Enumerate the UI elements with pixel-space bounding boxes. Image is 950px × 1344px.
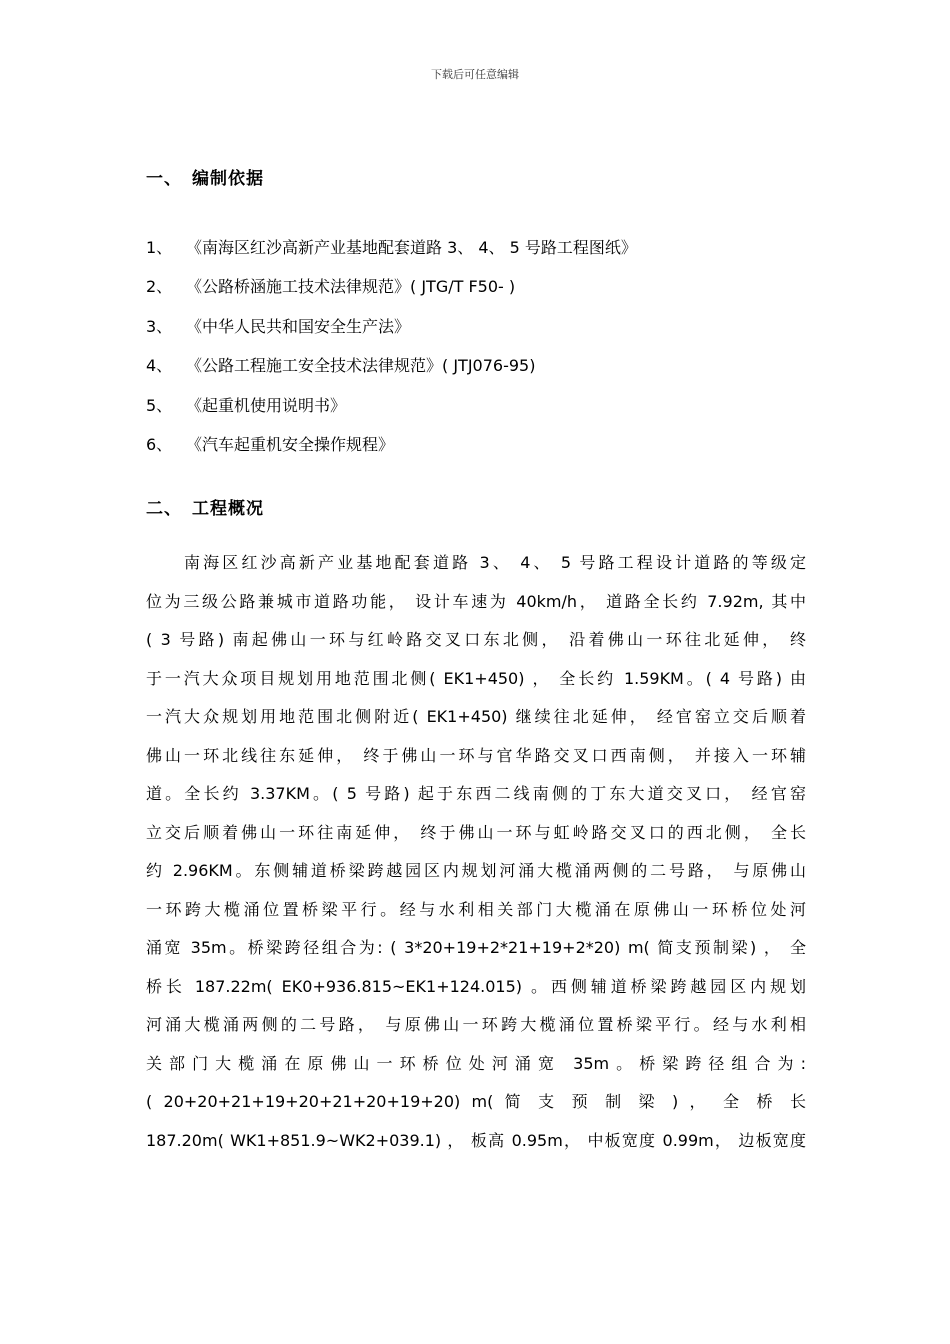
section-heading-overview [146,494,264,519]
paragraph-line: ( 3 号路) 南起佛山一环与红岭路交叉口东北侧， 沿着佛山一环往北延伸， 终 [146,630,806,649]
reference-item [146,354,637,393]
reference-item [146,236,637,275]
paragraph-line: 桥长 187.22m( EK0+936.815~EK1+124.015) 。西侧辅道桥梁跨越园区内规划 [146,976,806,996]
reference-index: 3、 [146,316,173,336]
overview-paragraph [146,550,806,1166]
reference-index: 1、 [146,238,173,257]
paragraph-line: 于一汽大众项目规划用地范围北侧( EK1+450) ， 全长约 1.59KM。( 4 号路) 由 [146,668,806,688]
reference-text: 《南海区红沙高新产业基地配套道路 3、 4、 5 号路工程图纸》 [186,238,637,257]
reference-list [146,236,637,472]
paragraph-line: 187.20m( WK1+851.9~WK2+039.1) ， 板高 0.95m， 中板宽度 0.99m， 边板宽度 [146,1130,806,1150]
reference-item [146,394,637,433]
paragraph-line: 道。全长约 3.37KM。( 5 号路) 起于东西二线南侧的丁东大道交叉口， 经官窑 [146,784,806,803]
section-heading-basis [146,164,264,189]
paragraph-line: 佛山一环北线往东延伸， 终于佛山一环与官华路交叉口西南侧， 并接入一环辅 [146,745,806,765]
paragraph-line: 涌宽 35m。桥梁跨径组合为: ( 3*20+19+2*21+19+2*20) m( 简支预制梁) ， 全 [146,938,806,957]
reference-text: 《公路工程施工安全技术法律规范》( JTJ076-95) [186,356,536,376]
reference-item [146,275,637,314]
section-title: 编制依据 [192,169,264,189]
paragraph-line: 河涌大榄涌两侧的二号路， 与原佛山一环跨大榄涌位置桥梁平行。经与水利相 [146,1015,806,1034]
reference-text: 《起重机使用说明书》 [186,395,347,415]
reference-item [146,315,637,354]
page-header-note: 下载后可任意编辑 [431,68,519,81]
reference-index: 6、 [146,434,173,454]
section-number: 二、 [146,499,182,519]
paragraph-line: 一汽大众规划用地范围北侧附近( EK1+450) 继续往北延伸， 经官窑立交后顺着 [146,707,806,726]
paragraph-line: 约 2.96KM。东侧辅道桥梁跨越园区内规划河涌大榄涌两侧的二号路， 与原佛山 [146,861,806,880]
paragraph-line: 南海区红沙高新产业基地配套道路 3、 4、 5 号路工程设计道路的等级定 [184,553,806,572]
reference-text: 《中华人民共和国安全生产法》 [186,316,411,336]
reference-text: 《公路桥涵施工技术法律规范》( JTG/T F50- ) [186,277,516,297]
reference-item [146,433,637,472]
paragraph-line: 位为三级公路兼城市道路功能， 设计车速为 40km/h， 道路全长约 7.92m, 其中 [146,591,806,611]
paragraph-line: 立交后顺着佛山一环往南延伸， 终于佛山一环与虹岭路交叉口的西北侧， 全长 [146,822,806,842]
section-title: 工程概况 [192,499,264,519]
reference-text: 《汽车起重机安全操作规程》 [186,434,395,454]
paragraph-line: 关部门大榄涌在原佛山一环桥位处河涌宽 35m。桥梁跨径组合为: [146,1053,806,1073]
reference-index: 4、 [146,356,173,376]
section-number: 一、 [146,169,182,189]
paragraph-line: 一环跨大榄涌位置桥梁平行。经与水利相关部门大榄涌在原佛山一环桥位处河 [146,899,806,919]
paragraph-line: ( 20+20+21+19+20+21+20+19+20) m( 简 支 预 制 梁 ) ， 全 桥 长 [146,1092,806,1111]
reference-index: 2、 [146,277,173,297]
reference-index: 5、 [146,395,173,415]
